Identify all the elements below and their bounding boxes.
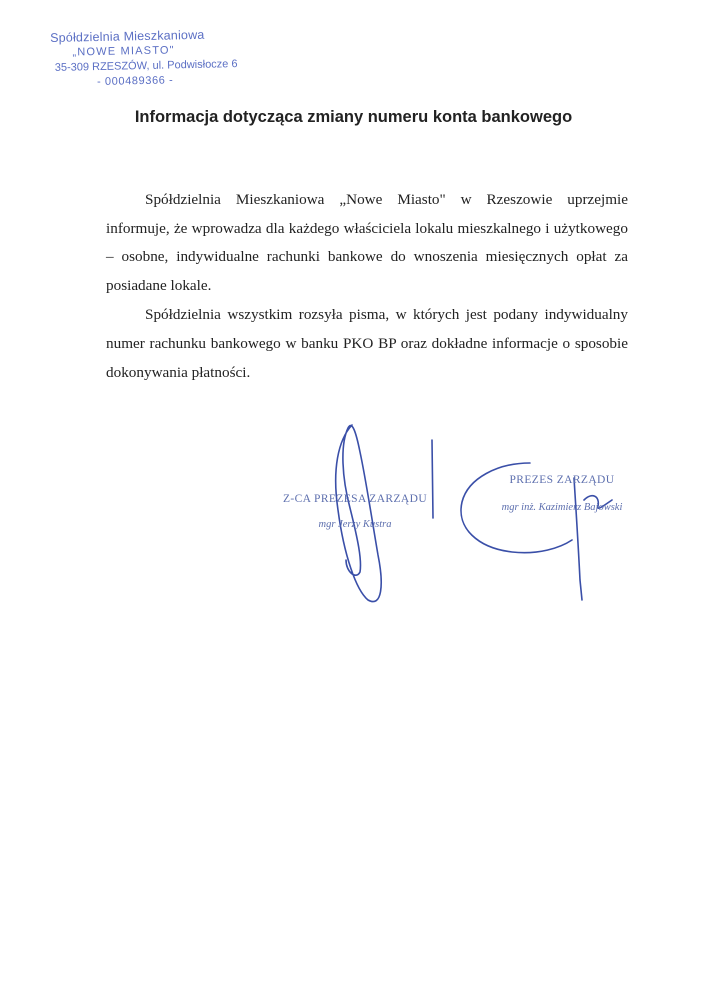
signature-right-role: PREZES ZARZĄDU xyxy=(509,474,615,486)
document-title: Informacja dotycząca zmiany numeru konta bankowego xyxy=(134,108,573,126)
signature-right-name: mgr inż. Kazimierz Bajowski xyxy=(501,502,623,513)
signature-left-role: Z-CA PREZESA ZARZĄDU xyxy=(282,493,428,505)
stamp-subname: „NOWE MIASTO" xyxy=(72,44,175,59)
signature-block-right xyxy=(482,474,642,513)
body-paragraph: Spółdzielnia Mieszkaniowa „Nowe Miasto" w Rzeszowie uprzejmie informuje, że wprowadza dla każdego właściciela lokalu mieszkalnego i użytkowego – osobne, indywidualne rachunki bankowe do wnoszenia miesięcznych opłat za posiadane lokale. xyxy=(106,191,628,294)
stamp-name: Spółdzielnia Mieszkaniowa xyxy=(50,27,205,45)
stamp-address: 35-309 RZESZÓW, ul. Podwisłocze 6 xyxy=(54,58,238,74)
signature-block-left xyxy=(270,493,440,530)
signature-left-name: mgr Jerzy Kustra xyxy=(318,519,392,530)
body-paragraph: Spółdzielnia wszystkim rozsyła pisma, w których jest podany indywidualny numer rachunku bankowego w banku PKO BP oraz dokładne informacje o sposobie dokonywania płatności. xyxy=(106,306,628,381)
stamp-number: - 000489366 - xyxy=(96,74,174,89)
